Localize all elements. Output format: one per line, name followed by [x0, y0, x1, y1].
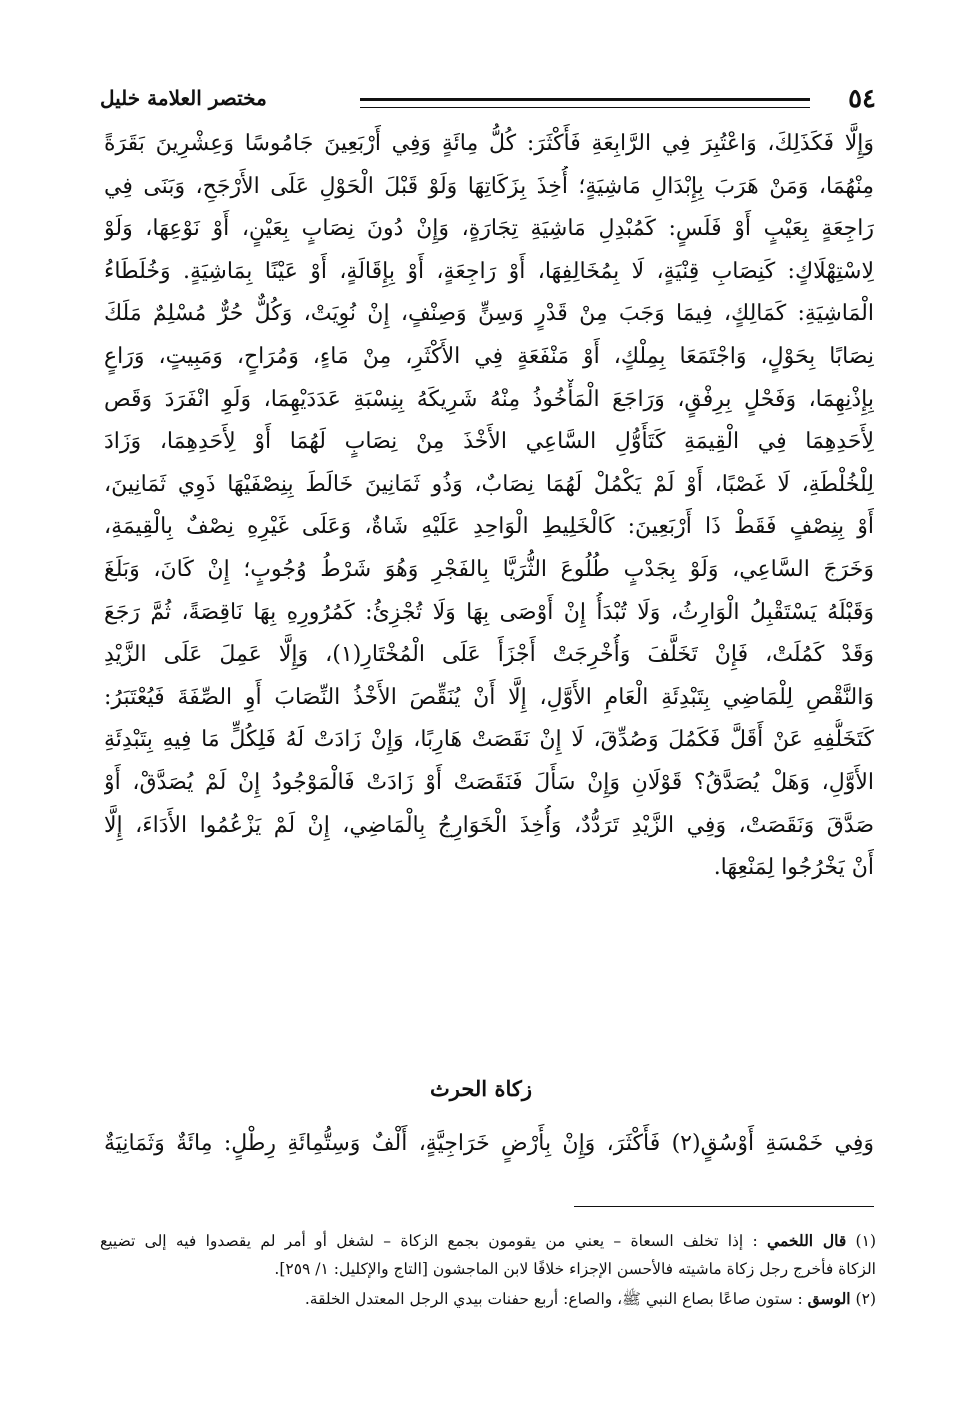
- text-line: نِصَابًا بِحَوْلٍ، وَاجْتَمَعَا بِمِلْكٍ، أَوْ مَنْفَعَةٍ فِي الأَكْثَرِ، مِنْ مَاءٍ، وَمُرَاحٍ، وَمَبِيتٍ، وَرَاعٍ: [104, 343, 874, 369]
- footnote-line: [100, 1226, 876, 1255]
- text-line: لِلْخُلْطَةِ، لَا غَصْبًا، أَوْ لَمْ يَكْمُلْ لَهُمَا نِصَابٌ، وَذُو ثَمَانِينَ خَالَطَ بِنِصْفَيْهَا ذَوِي ثَمَانِينَ،: [104, 471, 874, 497]
- page-number: ٥٤: [848, 84, 876, 114]
- footnote-number: (٢): [855, 1290, 876, 1308]
- text-line: وَالنَّقْصِ لِلْمَاضِي بِتَبْدِئَةِ الْعَامِ الأَوَّلِ، إِلَّا أَنْ يُنَقِّصَ الأَخْذُ النِّصَابَ أَوِ الصِّفَةَ فَيُعْتَبَرُ:: [104, 684, 874, 710]
- main-text: [104, 123, 874, 890]
- text-line: أَوْ بِنِصْفٍ فَقَطْ ذَا أَرْبَعِينَ: كَالْخَلِيطِ الْوَاحِدِ عَلَيْهِ شَاةٌ، وَعَلَى غَيْرِهِ نِصْفٌ بِالْقِيمَةِ،: [104, 514, 874, 540]
- text-line: بِإِذْنِهِمَا، وَفَحْلٍ بِرِفْقٍ، وَرَاجَعَ الْمَأْخُوذُ مِنْهُ شَرِيكَهُ بِنِسْبَةِ عَدَدَيْهِمَا، وَلَوِ انْفَرَدَ وَقَص: [104, 386, 874, 412]
- text-line: أَنْ يَخْرُجُوا لِمَنْعِهَا.: [713, 855, 874, 881]
- section-first-line: وَفِي خَمْسَةِ أَوْسُقٍ(٢) فَأَكْثَرَ، وَإِنْ بِأَرْضٍ خَرَاجِيَّةٍ، أَلْفٌ وَسِتُّمِائَةِ رِطْلٍ: مِائَةٌ وَثَمَانِيَةٌ: [104, 1131, 874, 1156]
- footnote-text: الزكاة فأخرج رجل زكاة ماشيته فالأحسن الإجزاء خلافًا لابن الماجشون [التاج والإكليل: ١/ ٢٥٩].: [274, 1260, 876, 1278]
- text-line: وَقَدْ كَمُلَتْ، فَإِنْ تَخَلَّفَ وَأُخْرِجَتْ أَجْزَأَ عَلَى الْمُخْتَارِ(١)، وَإِلَّا عَمِلَ عَلَى الزَّيْدِ: [104, 642, 874, 668]
- footnote-term: الوسق: [807, 1289, 851, 1308]
- text-line: لِأَحَدِهِمَا فِي الْقِيمَةِ كَتَأَوُّلِ السَّاعِي الأَخْذَ مِنْ نِصَابٍ لَهُمَا أَوْ لِأَحَدِهِمَا، وَزَادَ: [104, 429, 874, 455]
- text-line: لِاسْتِهْلَاكٍ: كَنِصَابِ قِنْيَةٍ، لَا بِمُخَالِفِهَا، أَوْ رَاجِعَةٍ، أَوْ بِإِقَالَةٍ، أَوْ عَيْنًا بِمَاشِيَةٍ. وَخُلَطَاءُ: [104, 258, 874, 284]
- footnote-text: : إذا تخلف السعاة – يعني من يقومون بجمع الزكاة – لشغل أو أمر لم يقصدوا فيه إلى تضييع: [100, 1232, 758, 1250]
- text-line: صَدَّقَ وَنَقَصَتْ، وَفِي الزَّيْدِ تَرَدُّدٌ، وَأُخِذَ الْخَوَارِجُ بِالْمَاضِي، إِنْ لَمْ يَزْعُمُوا الأَدَاءَ، إِلَّا: [104, 812, 874, 838]
- footnote-line: [100, 1255, 876, 1284]
- text-line: رَاجِعَةٍ بِعَيْبٍ أَوْ فَلَسٍ: كَمُبْدِلِ مَاشِيَةِ تِجَارَةٍ، وَإِنْ دُونَ نِصَابٍ بِعَيْنٍ، أَوْ نَوْعِهَا، وَلَوْ: [104, 216, 874, 242]
- footnote-separator: [574, 1206, 874, 1207]
- section-heading: زكاة الحرث: [430, 1076, 532, 1101]
- text-line: كَتَخَلُّفِهِ عَنْ أَقَلَّ فَكَمُلَ وَصُدِّقَ، لَا إِنْ نَقَصَتْ هَارِبًا، وَإِنْ زَادَتْ لَهُ فَلِكُلٍّ مَا فِيهِ بِتَبْدِئَةِ: [104, 727, 874, 753]
- text-line: الْمَاشِيَةِ: كَمَالِكٍ، فِيمَا وَجَبَ مِنْ قَدْرٍ وَسِنٍّ وَصِنْفٍ، إِنْ نُوِيَتْ، وَكُلٌّ حُرٌّ مُسْلِمٌ مَلَكَ: [104, 301, 874, 327]
- header-rule: [360, 98, 810, 108]
- footnote-number: (١): [855, 1232, 876, 1250]
- text-line: الأَوَّلِ، وَهَلْ يُصَدَّقُ؟ قَوْلَانِ وَإِنْ سَأَلَ فَنَقَصَتْ أَوْ زَادَتْ فَالْمَوْجُودُ إِنْ لَمْ يُصَدَّقْ، أَوْ: [104, 769, 874, 795]
- running-title: مختصر العلامة خليل: [100, 86, 267, 110]
- footnote-line: [100, 1284, 876, 1313]
- footnote-term: قال اللخمي: [767, 1231, 847, 1250]
- text-line: وَخَرَجَ السَّاعِي، وَلَوْ بِجَدْبٍ طُلُوعَ الثُّرَيَّا بِالفَجْرِ وَهُوَ شَرْطُ وُجُوبٍ؛ إِنْ كَانَ، وَبَلَغَ: [104, 556, 874, 582]
- running-header: [100, 82, 876, 122]
- text-line: مِنْهُمَا، وَمَنْ هَرَبَ بِإِبْدَالِ مَاشِيَةٍ؛ أُخِذَ بِزَكَاتِهَا وَلَوْ قَبْلَ الْحَوْلِ عَلَى الأَرْجَحِ، وَبَنَى فِي: [104, 173, 874, 199]
- text-line: وَإِلَّا فَكَذَلِكَ، وَاعْتُبِرَ فِي الرَّابِعَةِ فَأَكْثَرَ: كُلُّ مِائَةٍ وَفِي أَرْبَعِينَ جَامُوسًا وَعِشْرِينَ بَقَرَةً: [104, 131, 874, 156]
- text-line: وَقَبْلَهُ يَسْتَقْبِلُ الْوَارِثُ، وَلَا تُبْدَأُ إِنْ أَوْصَى بِهَا وَلَا تُجْزِئُ: كَمُرُورِهِ بِهَا نَاقِصَةً، ثُمَّ رَجَعَ: [104, 599, 874, 625]
- footnotes: [100, 1226, 876, 1313]
- footnote-text: : ستون صاعًا بصاع النبي ﷺ، والصاع: أربع حفنات بيدي الرجل المعتدل الخلقة.: [304, 1290, 803, 1308]
